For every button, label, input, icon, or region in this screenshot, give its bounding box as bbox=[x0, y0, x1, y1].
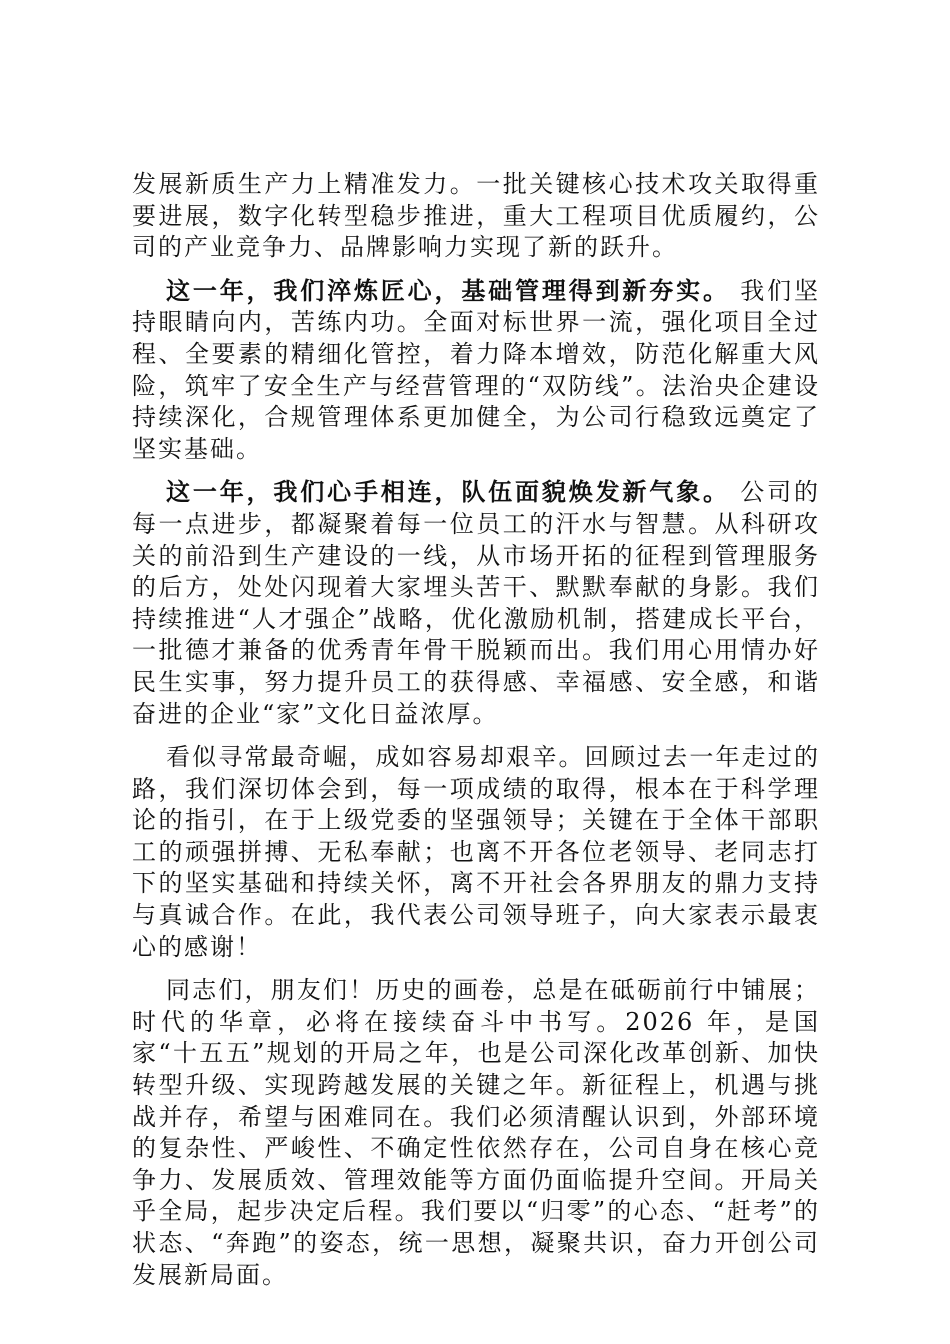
paragraph-2-lead: 这一年，我们淬炼匠心，基础管理得到新夯实。 bbox=[166, 275, 730, 305]
paragraph-1-text: 发展新质生产力上精准发力。一批关键核心技术攻关取得重要进展，数字化转型稳步推进，重大工程项目优质履约，公司的产业竞争力、品牌影响力实现了新的跃升。 bbox=[132, 170, 820, 262]
paragraph-4 bbox=[132, 741, 820, 963]
paragraph-3 bbox=[132, 476, 820, 730]
paragraph-3-text: 公司的每一点进步，都凝聚着每一位员工的汗水与智慧。从科研攻关的前沿到生产建设的一线，从市场开拓的征程到管理服务的后方，处处闪现着大家埋头苦干、默默奉献的身影。我们持续推进“人才强企”战略，优化激励机制，搭建成长平台，一批德才兼备的优秀青年骨干脱颖而出。我们用心用情办好民生实事，努力提升员工的获得感、幸福感、安全感，和谐奋进的企业“家”文化日益浓厚。 bbox=[132, 478, 821, 728]
paragraph-1 bbox=[132, 168, 820, 264]
paragraph-4-text: 看似寻常最奇崛，成如容易却艰辛。回顾过去一年走过的路，我们深切体会到，每一项成绩的取得，根本在于科学理论的指引，在于上级党委的坚强领导；关键在于全体干部职工的顽强拼搏、无私奉献；也离不开各位老领导、老同志打下的坚实基础和持续关怀，离不开社会各界朋友的鼎力支持与真诚合作。在此，我代表公司领导班子，向大家表示最衷心的感谢！ bbox=[132, 743, 820, 961]
paragraph-5 bbox=[132, 974, 820, 1291]
paragraph-2 bbox=[132, 275, 820, 466]
paragraph-5-text: 同志们，朋友们！历史的画卷，总是在砥砺前行中铺展；时代的华章，必将在接续奋斗中书写。2026 年，是国家“十五五”规划的开局之年，也是公司深化改革创新、加快转型升级、实现跨越发展的关键之年。新征程上，机遇与挑战并存，希望与困难同在。我们必须清醒认识到，外部环境的复杂性、严峻性、不确定性依然存在，公司自身在核心竞争力、发展质效、管理效能等方面仍面临提升空间。开局关乎全局，起步决定后程。我们要以“归零”的心态、“赶考”的状态、“奔跑”的姿态，统一思想，凝聚共识，奋力开创公司发展新局面。 bbox=[132, 976, 820, 1289]
document-page bbox=[132, 168, 820, 1302]
paragraph-2-text: 我们坚持眼睛向内，苦练内功。全面对标世界一流，强化项目全过程、全要素的精细化管控，着力降本增效，防范化解重大风险，筑牢了安全生产与经营管理的“双防线”。法治央企建设持续深化，合规管理体系更加健全，为公司行稳致远奠定了坚实基础。 bbox=[132, 276, 821, 463]
paragraph-3-lead: 这一年，我们心手相连，队伍面貌焕发新气象。 bbox=[166, 477, 730, 507]
